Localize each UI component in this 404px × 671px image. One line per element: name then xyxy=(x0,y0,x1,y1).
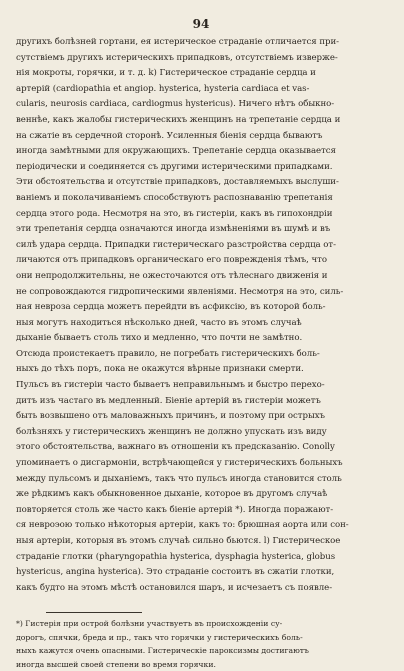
body-line: иногда замѣтными для окружающихъ. Трепетаніе сердца оказывается xyxy=(16,146,336,157)
body-line: ныя могутъ находиться нѣсколько дней, часто въ этомъ случаѣ xyxy=(16,317,302,328)
body-line: нія мокроты, горячки, и т. д. k) Гистерическое страданіе сердца и xyxy=(16,68,316,79)
body-line: на сжатіе въ сердечной сторонѣ. Усиленныя біенія сердца бываютъ xyxy=(16,130,323,141)
body-line: ная невроза сердца можетъ перейдти въ асфиксію, въ которой боль- xyxy=(16,302,326,313)
body-line: дыханіе бываетъ столь тихо и медленно, что почти не замѣтно. xyxy=(16,333,303,344)
body-line: другихъ болѣзней гортани, ея истерическое страданіе отличается при- xyxy=(16,37,339,47)
body-line: ваніемъ и поколачиваніемъ способствуютъ распознаванію трепетанія xyxy=(16,192,333,203)
page-number: 94 xyxy=(192,17,210,31)
body-line: эти трепетанія сердца означаются иногда измѣненіями въ шумѣ и въ xyxy=(16,224,331,235)
body-line: ныхъ до тѣхъ поръ, пока не окажутся вѣрные признаки смерти. xyxy=(16,364,304,375)
body-line: между пульсомъ и дыханіемъ, такъ что пульсъ иногда становится столь xyxy=(16,473,342,484)
body-line: сутствіемъ другихъ истерическихъ припадковъ, отсутствіемъ изверже- xyxy=(16,52,338,63)
body-line: не сопровождаются гидропическими явленіями. Несмотря на это, силь- xyxy=(16,286,344,297)
body-line: ныя артеріи, которыя въ этомъ случаѣ сильно бьются. l) Гистерическое xyxy=(16,536,341,546)
footnote-line: дорогъ, спячки, бреда и пр., такъ что горячки у гистерическихъ боль- xyxy=(16,632,303,642)
body-line: этого обстоятельства, важнаго въ отношеніи къ предсказанію. Conolly xyxy=(16,442,335,453)
footnote xyxy=(16,617,386,671)
body-line: Пульсъ въ гистеріи часто бываетъ неправильнымъ и быстро перехо- xyxy=(16,380,325,391)
body-line: періодически и соединяется съ другими истерическими припадками. xyxy=(16,161,333,172)
body-line: силѣ удара сердца. Припадки гистерическаго разстройства сердца от- xyxy=(16,239,336,250)
body-line: hystericus, angina hysterica). Это страданіе состоитъ въ сжатіи глотки, xyxy=(16,567,335,578)
body-line: личаются отъ припадковъ органическаго его поврежденія тѣмъ, что xyxy=(16,255,327,266)
body-line: быть возвышено отъ маловажныхъ причинъ, и поэтому при острыхъ xyxy=(16,411,325,422)
body-line: болѣзняхъ у гистерическихъ женщинъ не должно упускать изъ виду xyxy=(16,426,327,437)
body-text xyxy=(16,35,386,596)
footnote-line: иногда высшей своей степени во время горячки. xyxy=(16,659,216,669)
footnote-line: ныхъ кажутся очень опасными. Гистерическіе пароксизмы достигаютъ xyxy=(16,646,309,656)
body-line: же рѣдкимъ какъ обыкновенное дыханіе, которое въ другомъ случаѣ xyxy=(16,489,328,500)
body-line: сердца этого рода. Несмотря на это, въ гистеріи, какъ въ гипохондріи xyxy=(16,208,333,219)
body-line: повторяется столь же часто какъ біеніе артерій *). Иногда поражают- xyxy=(16,504,334,515)
body-line: они непродолжительны, не ожесточаются отъ тѣлеснаго движенія и xyxy=(16,270,328,281)
body-line: какъ будто на этомъ мѣстѣ остановился шаръ, и исчезаетъ съ появле- xyxy=(16,582,333,593)
body-line: ся невроэою только нѣкоторыя артеріи, какъ то: брюшная аорта или сон- xyxy=(16,520,349,531)
footnote-divider xyxy=(46,612,142,613)
body-line: упоминаетъ о дисгармоніи, встрѣчающейся у гистерическихъ больныхъ xyxy=(16,458,343,469)
footnote-line: *) Гистерія при острой болѣзни участвуетъ въ происхожденіи су- xyxy=(16,619,283,629)
body-line: страданіе глотки (pharyngopathia hysterica, dysphagia hysterica, globus xyxy=(16,551,336,562)
body-line: артерій (cardiopathia et angiop. hysterica, hysteria cardiaca et vas- xyxy=(16,83,310,94)
body-line: Отсюда проистекаетъ правило, не погребать гистерическихъ боль- xyxy=(16,348,320,359)
body-line: cularis, neurosis cardiaca, cardiogmus hystericus). Ничего нѣтъ обыкно- xyxy=(16,99,335,110)
body-line: Эти обстоятельства и отсутствіе припадковъ, доставляемыхъ выслуши- xyxy=(16,177,339,188)
body-line: дитъ изъ частаго въ медленный. Біеніе артерій въ гистеріи можетъ xyxy=(16,395,321,406)
body-line: веннѣе, какъ жалобы гистерическихъ женщинъ на трепетаніе сердца и xyxy=(16,114,341,125)
